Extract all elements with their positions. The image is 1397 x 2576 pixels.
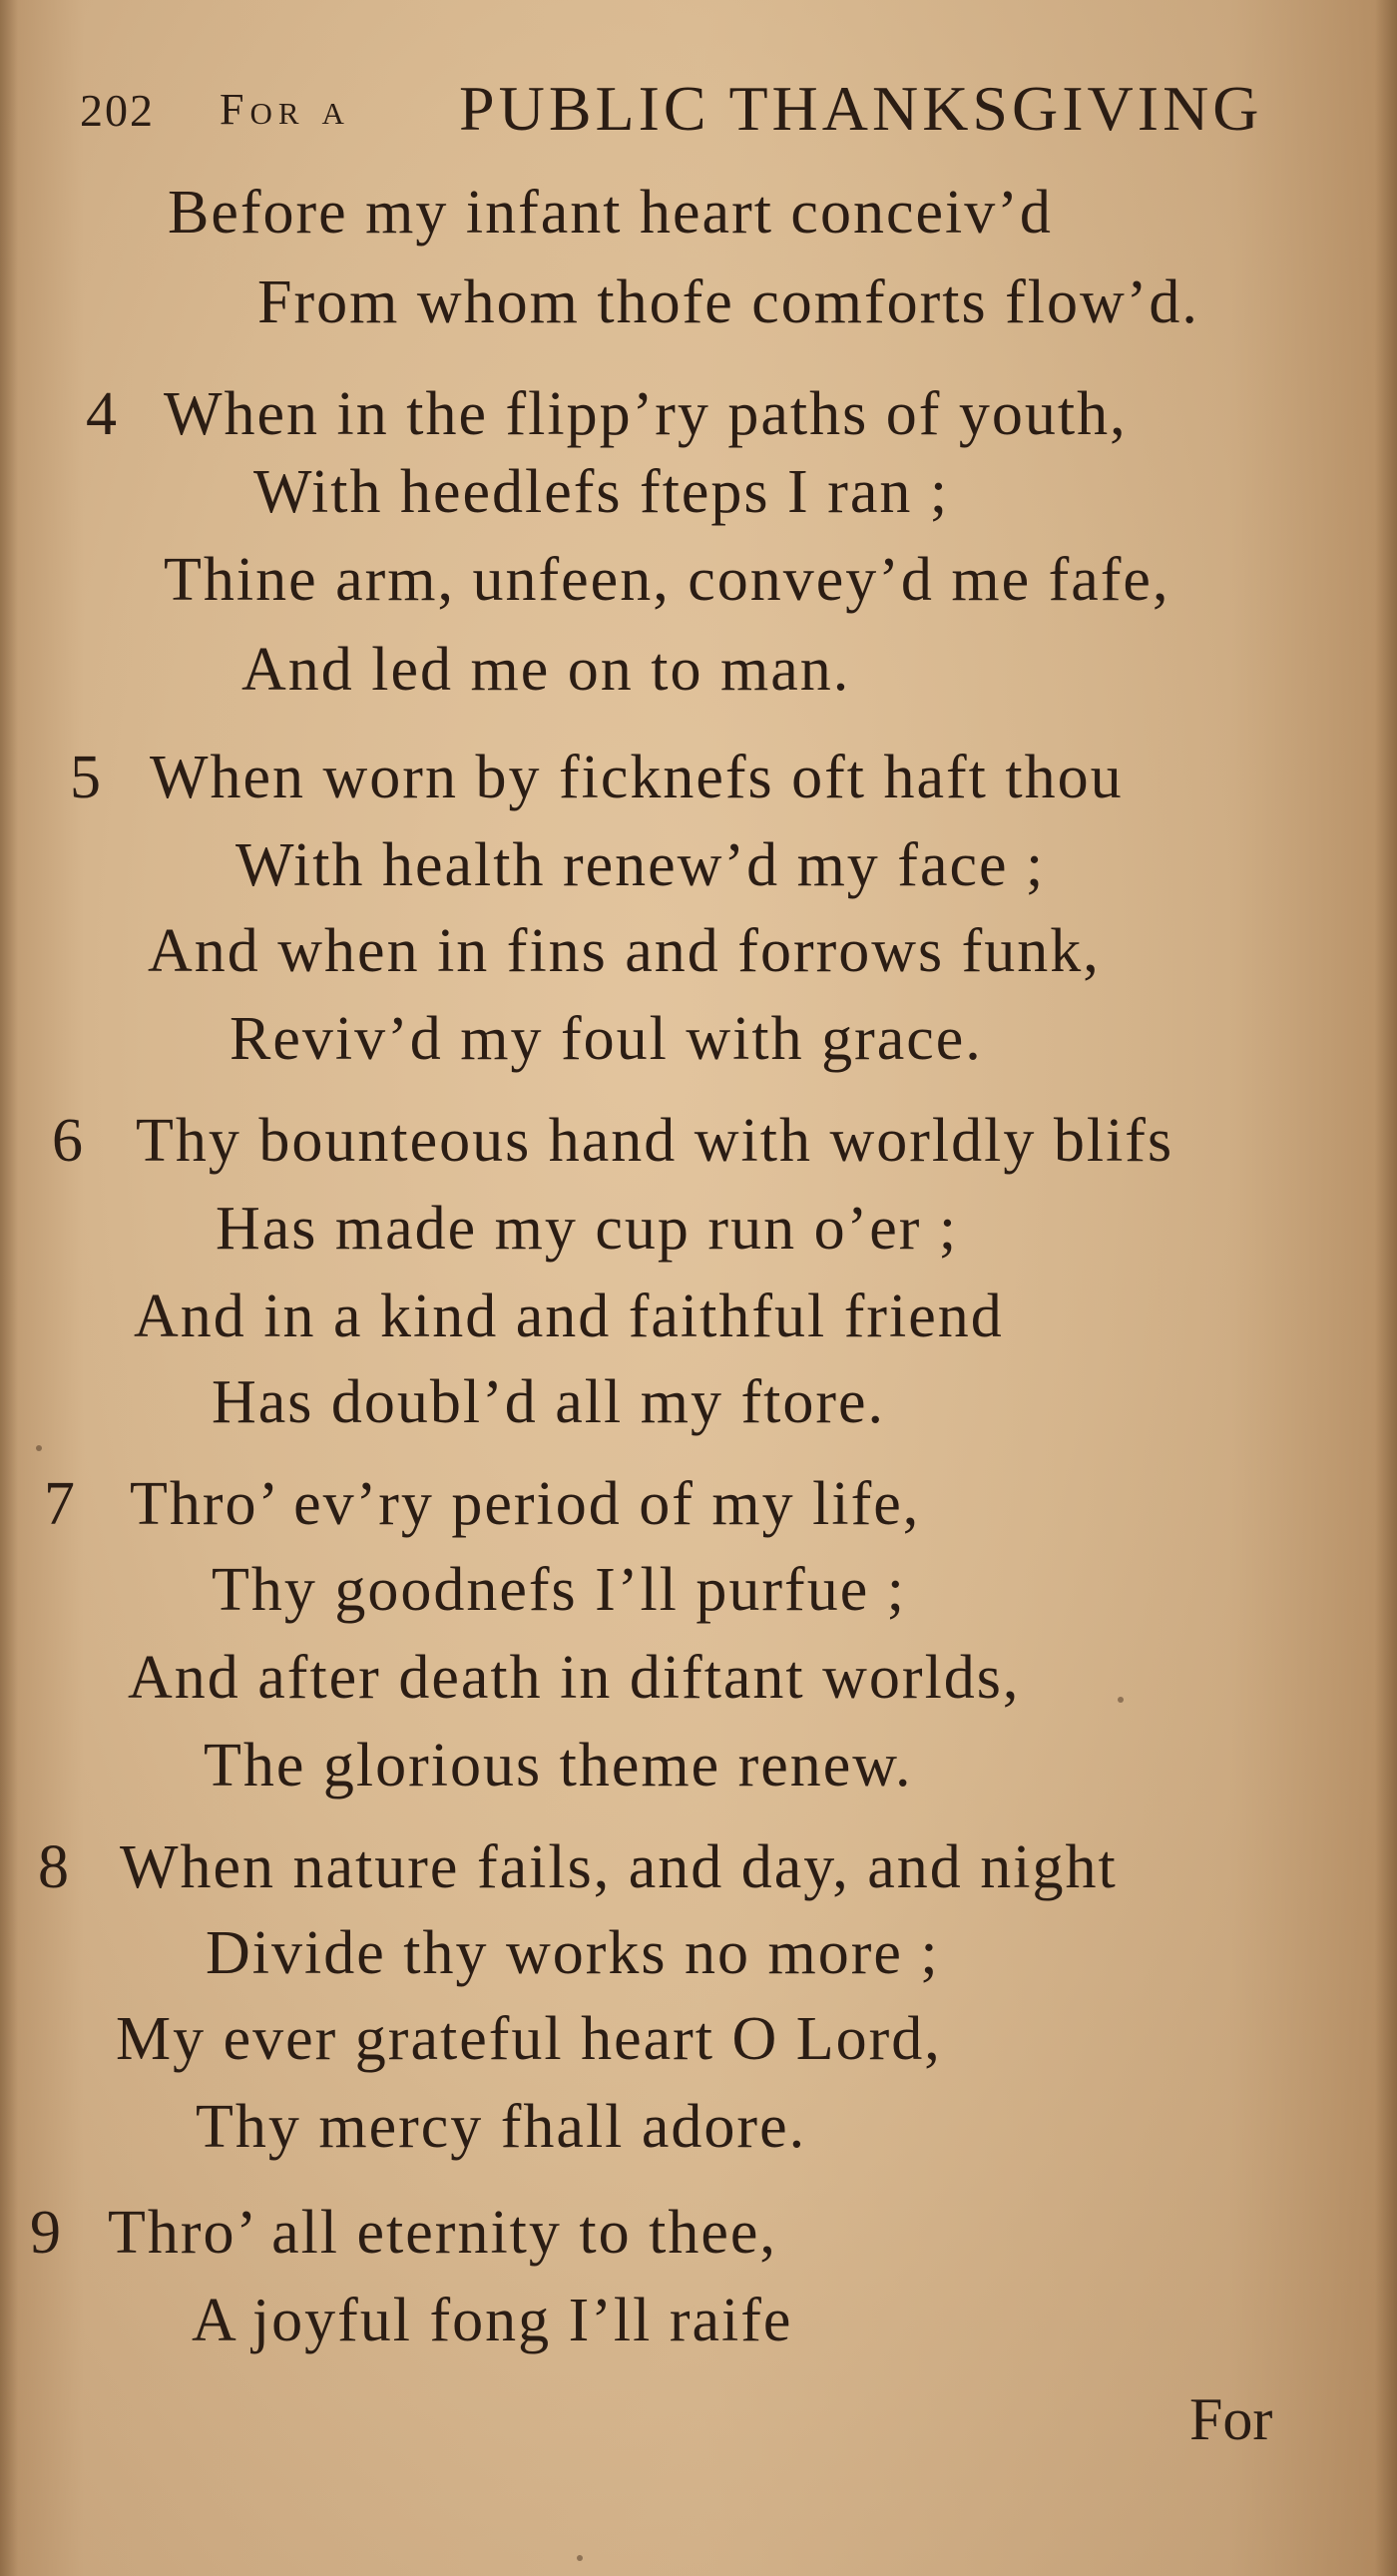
verse-line: With health renew’d my face ; [235, 831, 1046, 899]
verse-line: Thro’ ev’ry period of my life, [130, 1470, 921, 1538]
verse-line: Divide thy works no more ; [206, 1919, 940, 1987]
paper-speck [1018, 1866, 1024, 1872]
verse-line: Has doubl’d all my ftore. [212, 1368, 886, 1436]
verse-line: And led me on to man. [241, 636, 851, 704]
verse-line: Thy mercy fhall adore. [196, 2093, 807, 2161]
verse-line: And in a kind and faithful friend [134, 1283, 1004, 1350]
running-header-prefix: For a [220, 85, 350, 134]
verse-line: When nature fails, and day, and night [120, 1833, 1118, 1901]
verse-line: Reviv’d my foul with grace. [230, 1005, 983, 1073]
stanza-number: 4 [86, 380, 117, 448]
verse-line: Thy bounteous hand with worldly blifs [136, 1107, 1174, 1175]
stanza-number: 8 [38, 1833, 69, 1901]
verse-line: A joyful fong I’ll raife [192, 2287, 793, 2354]
verse-line: Has made my cup run o’er ; [216, 1195, 959, 1263]
paper-speck [36, 1445, 42, 1451]
catchword: For [1189, 2386, 1273, 2452]
stanza-number: 6 [52, 1107, 83, 1175]
verse-line: And when in fins and forrows funk, [148, 917, 1101, 985]
verse-line: Thy goodnefs I’ll purfue ; [212, 1556, 906, 1624]
page-number: 202 [80, 85, 155, 136]
verse-line: From whom thofe comforts flow’d. [257, 268, 1199, 336]
verse-line: When in the flipp’ry paths of youth, [164, 380, 1128, 448]
verse-line: With heedlefs fteps I ran ; [253, 458, 950, 526]
paper-speck [577, 2555, 583, 2561]
verse-line: Before my infant heart conceiv’d [168, 179, 1053, 247]
stanza-number: 9 [30, 2199, 61, 2267]
verse-line: And after death in diftant worlds, [128, 1644, 1021, 1712]
verse-line: The glorious theme renew. [204, 1732, 913, 1800]
verse-line: Thro’ all eternity to thee, [108, 2199, 777, 2267]
stanza-number: 5 [70, 744, 101, 811]
verse-line: When worn by ficknefs oft haft thou [150, 744, 1124, 811]
stanza-number: 7 [44, 1470, 75, 1538]
paper-speck [1118, 1697, 1124, 1703]
verse-line: Thine arm, unfeen, convey’d me fafe, [164, 546, 1170, 614]
verse-line: My ever grateful heart O Lord, [116, 2005, 942, 2073]
running-title: PUBLIC THANKSGIVING [459, 73, 1263, 144]
